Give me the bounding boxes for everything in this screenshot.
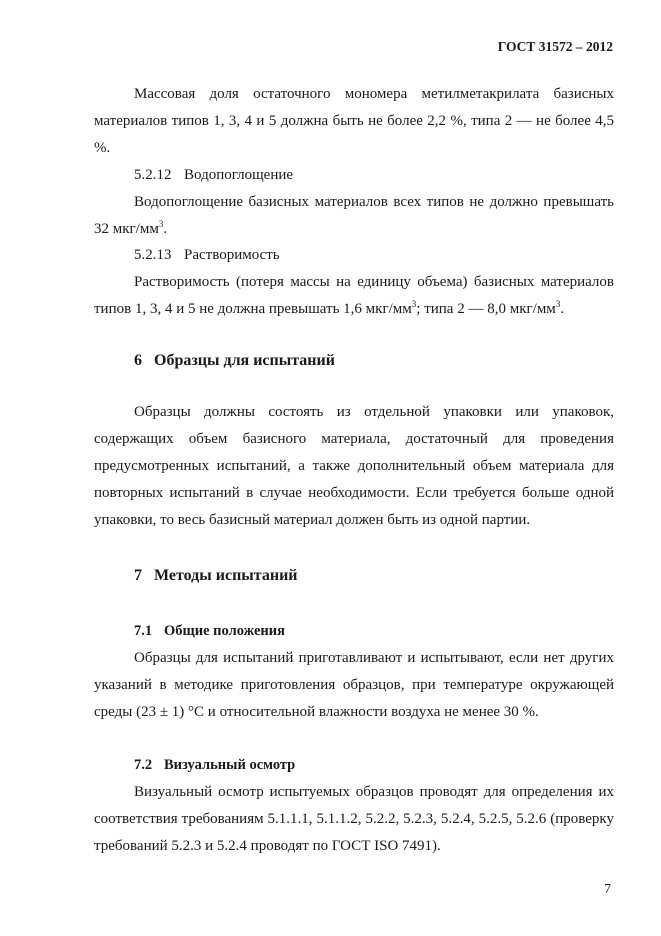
superscript: 3 [411, 299, 417, 309]
subsection-5-2-13 [94, 242, 614, 323]
monomer-paragraph-block [94, 81, 614, 162]
subsection-heading [94, 242, 614, 269]
solubility-text-b: ; типа 2 — 8,0 мкг/мм [416, 301, 556, 317]
period: . [560, 301, 565, 317]
subsection-number: 5.2.13 [134, 247, 172, 263]
document-header: ГОСТ 31572 – 2012 [497, 39, 613, 54]
subsection-heading [94, 618, 614, 645]
section-6-body [94, 399, 614, 534]
water-absorption-paragraph [94, 189, 614, 243]
subsection-title: Водопоглощение [184, 167, 294, 183]
samples-paragraph: Образцы должны состоять из отдельной упаковки или упаковок, содержащих объем базисного материала, достаточный для проведения предусмотренных испытаний, а также дополнительный объем материала для повторных испытаний в случае необходимости. Если требуется больше одной упаковки, то весь базисный материал должен быть из одной партии. [94, 404, 614, 528]
subsection-7-2 [94, 752, 614, 860]
section-heading [94, 562, 614, 589]
page-number: 7 [604, 881, 611, 896]
section-title: Образцы для испытаний [154, 352, 335, 369]
section-title: Методы испытаний [154, 567, 298, 584]
subsection-title: Растворимость [184, 247, 280, 263]
subsection-5-2-12 [94, 162, 614, 243]
superscript: 3 [158, 219, 164, 229]
subsection-number: 7.2 [134, 757, 153, 773]
subsection-number: 7.1 [134, 623, 153, 639]
superscript: 3 [555, 299, 561, 309]
section-6-heading-block [94, 347, 614, 374]
section-7-heading-block [94, 562, 614, 589]
section-number: 6 [134, 352, 142, 369]
subsection-heading [94, 752, 614, 779]
subsection-heading [94, 162, 614, 189]
visual-inspection-paragraph: Визуальный осмотр испытуемых образцов проводят для определения их соответствия требованиям 5.1.1.1, 5.1.1.2, 5.2.2, 5.2.3, 5.2.4, 5.2.5, 5.2.6 (проверку требований 5.2.3 и 5.2.4 проводят по ГОСТ ISO 7491). [94, 784, 614, 854]
subsection-number: 5.2.12 [134, 167, 172, 183]
subsection-title: Визуальный осмотр [164, 757, 296, 773]
subsection-title: Общие положения [164, 623, 285, 639]
general-provisions-paragraph: Образцы для испытаний приготавливают и испытывают, если нет других указаний в методике приготовления образцов, при температуре окружающей среды (23 ± 1) °С и относительной влажности воздуха не менее 30 %. [94, 650, 614, 720]
monomer-paragraph: Массовая доля остаточного мономера метилметакрилата базисных материалов типов 1, 3, 4 и 5 должна быть не более 2,2 %, типа 2 — не более 4,5 %. [94, 86, 614, 156]
section-heading [94, 347, 614, 374]
subsection-7-1 [94, 618, 614, 726]
period: . [163, 221, 168, 237]
solubility-text-a: Растворимость (потеря массы на единицу объема) базисных материалов типов 1, 3, 4 и 5 не должна превышать 1,6 мкг/мм [94, 274, 614, 317]
section-number: 7 [134, 567, 142, 584]
solubility-paragraph [94, 269, 614, 323]
water-text: Водопоглощение базисных материалов всех типов не должно превышать 32 мкг/мм [94, 194, 614, 237]
